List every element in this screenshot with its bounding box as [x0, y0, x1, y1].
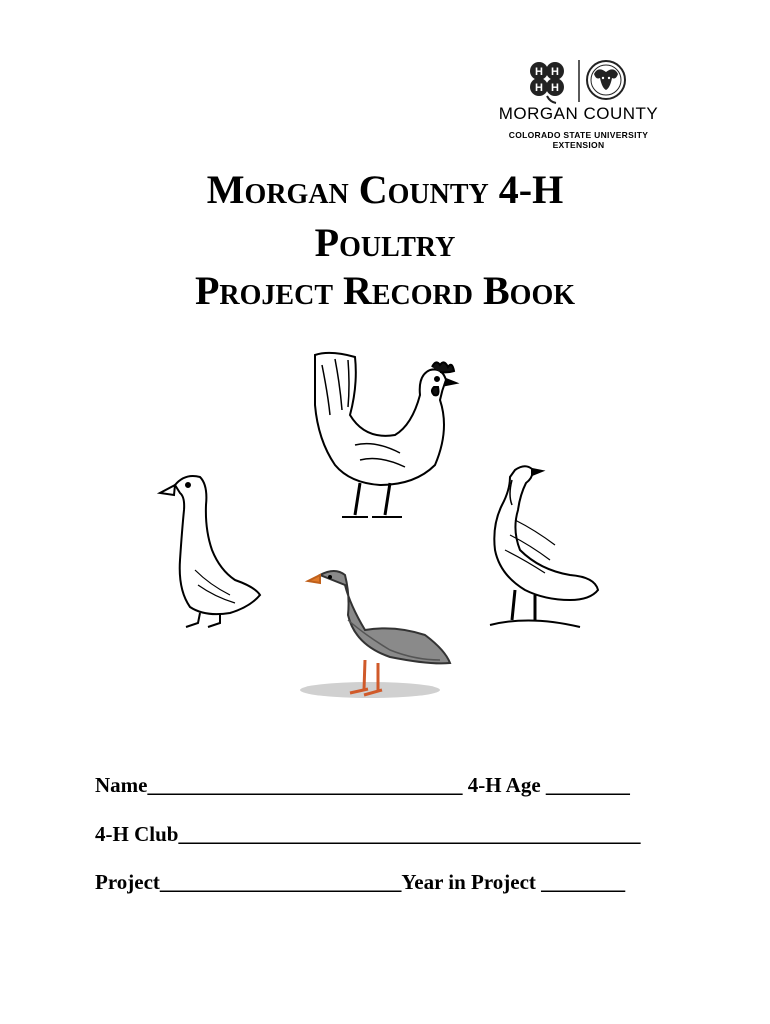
- club-line: [95, 822, 695, 846]
- logo-extension: EXTENSION: [552, 140, 605, 150]
- logo-university: COLORADO STATE UNIVERSITY: [508, 130, 649, 140]
- svg-text:H: H: [551, 82, 559, 94]
- title-line-2: Poultry: [314, 220, 456, 265]
- goose-illustration: [300, 571, 450, 698]
- project-year-line: [95, 870, 695, 894]
- svg-text:H: H: [551, 66, 559, 78]
- svg-text:H: H: [535, 66, 543, 78]
- age-field[interactable]: ________: [545, 773, 630, 797]
- four-leaf-clover-icon: [530, 62, 564, 103]
- project-label: Project: [95, 870, 160, 894]
- logo-marks: [526, 58, 636, 104]
- logo-county-name: MORGAN COUNTY: [498, 104, 659, 123]
- club-label: 4-H Club: [95, 822, 179, 846]
- duck-illustration: [160, 476, 260, 627]
- age-label: 4-H Age: [467, 773, 541, 797]
- poultry-illustrations: [150, 345, 610, 725]
- name-label: Name: [95, 773, 148, 797]
- year-field[interactable]: ________: [541, 870, 626, 894]
- year-label: Year in Project: [401, 870, 536, 894]
- club-field[interactable]: ____________________________________________: [178, 822, 641, 846]
- name-age-line: [95, 773, 695, 797]
- name-field[interactable]: ______________________________: [147, 773, 463, 797]
- ram-head-seal-icon: [587, 61, 625, 99]
- title-line-1: Morgan County 4-H: [206, 167, 564, 212]
- svg-text:H: H: [535, 82, 543, 94]
- extension-logo: [486, 56, 671, 154]
- title-line-3: Project Record Book: [194, 268, 576, 313]
- project-field[interactable]: _______________________: [159, 870, 402, 894]
- chicken-illustration: [315, 353, 456, 517]
- turkey-illustration: [490, 466, 598, 627]
